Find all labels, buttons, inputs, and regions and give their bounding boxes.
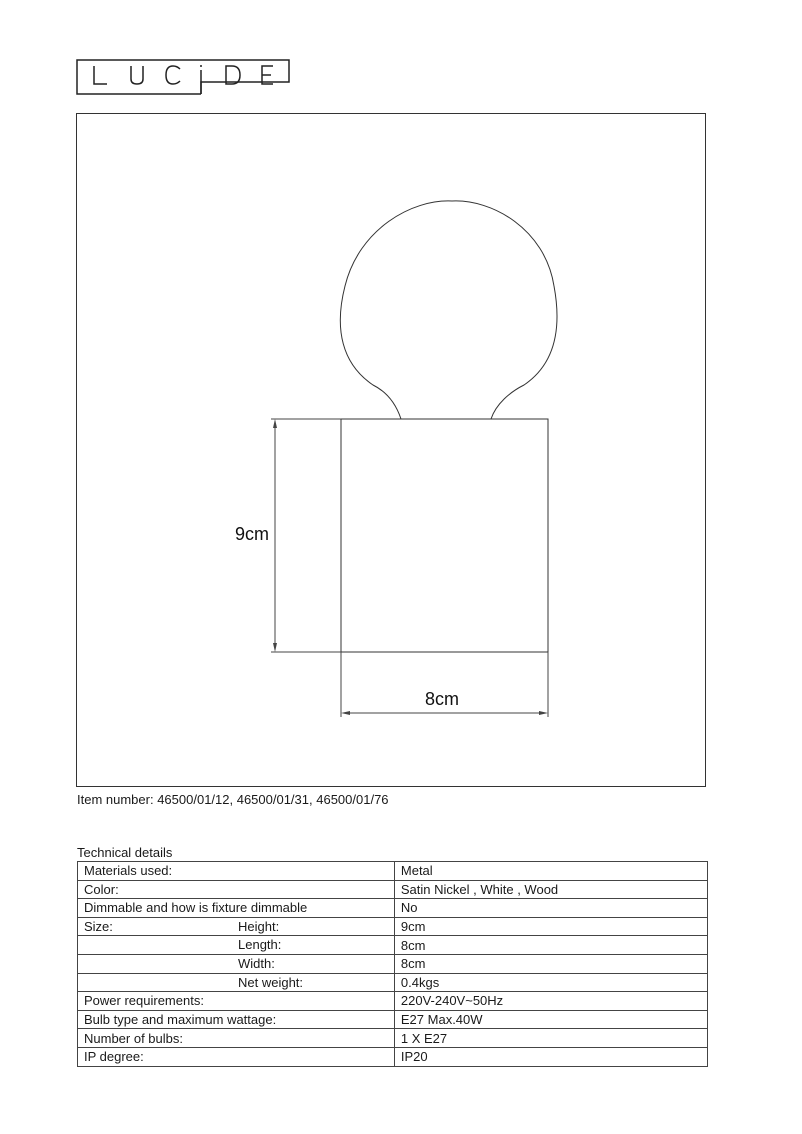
table-row [78, 992, 708, 1011]
spec-sublabel: Net weight: [238, 974, 304, 990]
table-row [78, 936, 708, 955]
table-row [78, 880, 708, 899]
spec-label [78, 973, 395, 992]
spec-label: Bulb type and maximum wattage: [78, 1010, 395, 1029]
lamp-base-outline [341, 419, 548, 652]
spec-value: Satin Nickel , White , Wood [394, 880, 707, 899]
spec-label [78, 936, 395, 955]
height-dimension-label: 9cm [235, 524, 270, 544]
table-row [78, 917, 708, 936]
technical-drawing [76, 113, 706, 787]
spec-label: Materials used: [78, 862, 395, 881]
technical-details-title: Technical details [77, 845, 173, 860]
width-dimension-label: 8cm [425, 689, 460, 709]
spec-value: IP20 [394, 1047, 707, 1066]
spec-sublabel: Width: [238, 955, 275, 971]
spec-sublabel: Height: [238, 918, 280, 934]
spec-value: 9cm [394, 917, 707, 936]
spec-value: E27 Max.40W [394, 1010, 707, 1029]
spec-value: 8cm [394, 954, 707, 973]
spec-label: Dimmable and how is fixture dimmable [78, 899, 395, 918]
spec-label [78, 954, 395, 973]
spec-value: 1 X E27 [394, 1029, 707, 1048]
table-row [78, 862, 708, 881]
table-row [78, 1029, 708, 1048]
spec-value: 8cm [394, 936, 707, 955]
spec-value: 0.4kgs [394, 973, 707, 992]
spec-label: Number of bulbs: [78, 1029, 395, 1048]
table-row [78, 899, 708, 918]
technical-details-table [77, 861, 708, 1067]
table-row [78, 1047, 708, 1066]
spec-label: IP degree: [78, 1047, 395, 1066]
table-row [78, 954, 708, 973]
lucide-logo-graphic [76, 58, 290, 96]
bulb-outline [340, 201, 557, 419]
spec-value: 220V-240V~50Hz [394, 992, 707, 1011]
spec-label: Color: [78, 880, 395, 899]
spec-value: No [394, 899, 707, 918]
spec-label: Size: Height: [78, 917, 395, 936]
brand-logo [76, 58, 290, 96]
table-row [78, 1010, 708, 1029]
lamp-outline-drawing [77, 114, 707, 788]
spec-sublabel: Length: [238, 937, 282, 953]
table-row [78, 973, 708, 992]
spec-value: Metal [394, 862, 707, 881]
item-number: Item number: 46500/01/12, 46500/01/31, 46500/01/76 [77, 792, 389, 807]
spec-label: Power requirements: [78, 992, 395, 1011]
